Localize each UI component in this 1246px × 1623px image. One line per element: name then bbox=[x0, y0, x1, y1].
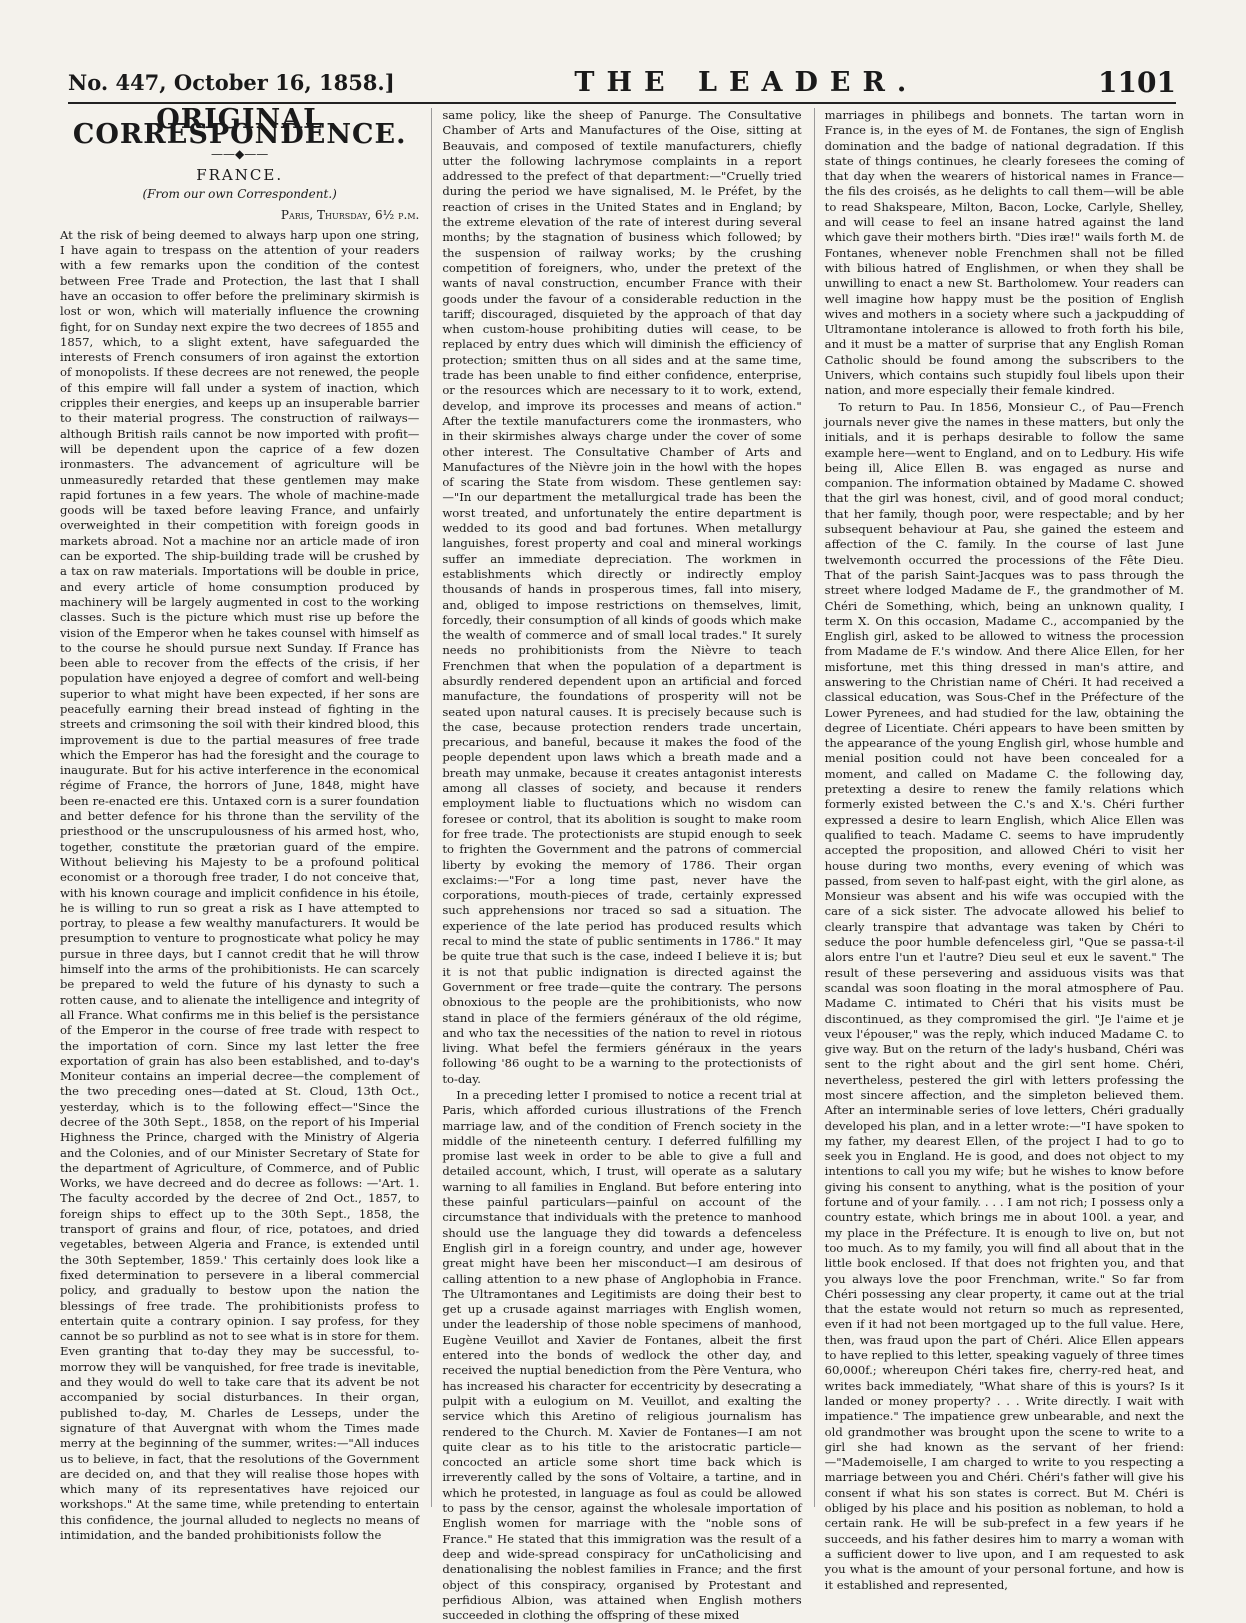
section-subhead: FRANCE. bbox=[196, 165, 284, 184]
masthead-title: THE LEADER. bbox=[574, 66, 919, 98]
column-1 bbox=[60, 104, 420, 1543]
paragraph: To return to Pau. In 1856, Monsieur C., of Pau—French journals never give the names in these matters, but only the initials, and it is perhaps desirable to follow the same example here—went to England, and on to Ledbury. His wife being ill, Alice Ellen B. was engaged as nurse and companion. The information obtained by Madame C. showed that the girl was honest, civil, and of good moral conduct; that her family, though poor, were respectable; and by her subsequent behaviour at Pau, she gained the esteem and affection of the C. family. In the course of last June twelvemonth occurred the processions of the Fête Dieu. That of the parish Saint-Jacques was to pass through the street where lodged Madame de F., the grandmother of M. Chéri de Something, which, being an unknown quality, I term X. On this occasion, Madame C., accompanied by the English girl, asked to be allowed to witness the procession from Madame de F.'s window. And there Alice Ellen, for her misfortune, met this thing dressed in man's attire, and answering to the Christian name of Chéri. It had received a classical education, was Sous-Chef in the Préfecture of the Lower Pyrenees, and had studied for the law, obtaining the degree of Licentiate. Chéri appears to have been smitten by the appearance of the young English girl, whose humble and menial position could not have been concealed for a moment, and called on Madame C. the following day, pretexting a desire to renew the family relations which formerly existed between the C.'s and X.'s. Chéri further expressed a desire to learn English, which Alice Ellen was qualified to teach. Madame C. seems to have imprudently accepted the proposition, and allowed Chéri to visit her house during two months, every evening of which was passed, from seven to half-past eight, with the girl alone, as Monsieur was absent and his wife was occupied with the care of a sick sister. The advocate allowed his belief to clearly transpire that advantage was taken by Chéri to seduce the poor humble defenceless girl, "Que se passa-t-il alors entre l'un et l'autre? Dieu seul et eux le savent." The result of these persevering and assiduous visits was that scandal was soon floating in the moral atmosphere of Pau. Madame C. intimated to Chéri that his visits must be discontinued, as they compromised the girl. "Je l'aime et je veux l'épouser," was the reply, which induced Madame C. to give way. But on the return of the lady's husband, Chéri was sent to the right about and the girl sent home. Chéri, nevertheless, pestered the girl with letters professing the most sincere affection, and the simpleton believed them. After an interminable series of love letters, Chéri gradually developed his plan, and in a letter wrote:—"I have spoken to my father, my dearest Ellen, of the project I had to go to seek you in England. He is good, and does not object to my intentions to call you my wife; but he wishes to know before giving his consent to anything, what is the position of your fortune and of your family. . . . I am not rich; I possess only a country estate, which brings me in about 100l. a year, and my place in the Préfecture. It is enough to live on, but not too much. As to my family, you will find all about that in the little book enclosed. If that does not frighten you, and that you always love the poor Frenchman, write." So far from Chéri possessing any clear property, it came out at the trial that the estate would not return so much as represented, even if it had not been mortgaged up to the full value. Here, then, was fraud upon the part of Chéri. Alice Ellen appears to have replied to this letter, speaking vaguely of three times 60,000f.; whereupon Chéri takes fire, cherry-red heat, and writes back immediately, "What share of this is yours? Is it landed or money property? . . . Write directly. I wait with impatience." The impatience grew unbearable, and next the old grandmother was brought upon the scene to write to a girl she had known as the servant of her friend:—"Mademoiselle, I am charged to write to you respecting a marriage between you and Chéri. Chéri's father will give his consent if what his son states is correct. But M. Chéri is obliged by his place and his position as nobleman, to hold a certain rank. He will be sub-prefect in a few years if he succeeds, and his father desires him to marry a woman with a sufficient dower to live upon, and I am requested to ask you what is the amount of your personal fortune, and how is it established and represented, bbox=[824, 399, 1184, 1592]
byline: (From our own Correspondent.) bbox=[142, 187, 337, 202]
paragraph: At the risk of being deemed to always harp upon one string, I have again to trespass on the attention of your readers with a few remarks upon the condition of the contest between Free Trade and Protection, the last that I shall have an occasion to offer before the preliminary skirmish is lost or won, which will materially influence the crowning fight, for on Sunday next expire the two decrees of 1855 and 1857, which, to a slight extent, have safeguarded the interests of French consumers of iron against the extortion of monopolists. If these decrees are not renewed, the people of this empire will fall under a system of inaction, which cripples their energies, and keeps up an insuperable barrier to their material progress. The construction of railways—although British rails cannot be now imported with profit—will be dependent upon the caprice of a few dozen ironmasters. The advancement of agriculture will be unmeasuredly retarded that these gentlemen may make rapid fortunes in a few years. The whole of machine-made goods will be taxed before leaving France, and unfairly overweighted in their competition with foreign goods in markets abroad. Not a machine nor an article made of iron can be exported. The ship-building trade will be crushed by a tax on raw materials. Importations will be double in price, and every article of home consumption produced by machinery will be largely augmented in cost to the working classes. Such is the picture which must rise up before the vision of the Emperor when he takes counsel with himself as to the course he should pursue next Sunday. If France has been able to recover from the effects of the crisis, if her population have enjoyed a degree of comfort and well-being superior to what might have been expected, if her sons are peacefully earning their bread instead of fighting in the streets and crimsoning the soil with their kindred blood, this improvement is due to the partial measures of free trade which the Emperor has had the foresight and the courage to inaugurate. But for his active interference in the economical régime of France, the horrors of June, 1848, might have been re-enacted ere this. Untaxed corn is a surer foundation and better defence for his throne than the servility of the priesthood or the unscrupulousness of his armed host, who, together, constitute the prætorian guard of the empire. Without believing his Majesty to be a profound political economist or a thorough free trader, I do not conceive that, with his known courage and implicit confidence in his étoile, he is willing to run so great a risk as I have attempted to portray, to please a few wealthy manufacturers. It would be presumption to venture to prognosticate what policy he may pursue in three days, but I cannot credit that he will throw himself into the arms of the prohibitionists. He can scarcely be prepared to weld the future of his dynasty to such a rotten cause, and to alienate the intelligence and integrity of all France. What confirms me in this belief is the persistance of the Emperor in the course of free trade with respect to the importation of corn. Since my last letter the free exportation of grain has also been established, and to-day's Moniteur contains an imperial decree—the complement of the two preceding ones—dated at St. Cloud, 13th Oct., yesterday, which is to the following effect—"Since the decree of the 30th Sept., 1858, on the report of his Imperial Highness the Prince, charged with the Ministry of Algeria and the Colonies, and of our Minister Secretary of State for the department of Agriculture, of Commerce, and of Public Works, we have decreed and do decree as follows: —'Art. 1. The faculty accorded by the decree of 2nd Oct., 1857, to foreign ships to effect up to the 30th Sept., 1858, the transport of grains and flour, of rice, potatoes, and dried vegetables, between Algeria and France, is extended until the 30th September, 1859.' This certainly does look like a fixed determination to persevere in a liberal commercial policy, and gradually to bestow upon the nation the blessings of free trade. The prohibitionists profess to entertain quite a contrary opinion. I say profess, for they cannot be so purblind as not to see what is in store for them. Even granting that to-day they may be successful, to-morrow they will be vanquished, for free trade is inevitable, and they would do well to take care that its advent be not accompanied by social disturbances. In their organ, published to-day, M. Charles de Lesseps, under the signature of that Auvergnat with whom the Times made merry at the beginning of the summer, writes:—"All induces us to believe, in fact, that the resolutions of the Government are decided on, and that they will realise those hopes with which many of its representatives have rejoiced our workshops." At the same time, while pretending to entertain this confidence, the journal alluded to neglects no means of intimidation, and the banded prohibitionists follow the bbox=[60, 227, 420, 1543]
dateline: Paris, Thursday, 6½ p.m. bbox=[280, 208, 420, 223]
page-number: 1101 bbox=[1098, 65, 1176, 99]
divider-ornament: ——◆—— bbox=[211, 146, 269, 161]
article-columns bbox=[60, 104, 1184, 1623]
issue-number: No. 447, October 16, 1858.] bbox=[68, 69, 395, 95]
column-2 bbox=[431, 108, 802, 1623]
page-header bbox=[68, 62, 1176, 104]
paragraph: same policy, like the sheep of Panurge. The Consultative Chamber of Arts and Manufactures of the Oise, sitting at Beauvais, and composed of textile manufacturers, chiefly utter the following lachrymose complaints in a report addressed to the prefect of that department:—"Cruelly tried during the period we have signalised, M. le Préfet, by the reaction of crises in the United States and in England; by the extreme elevation of the rate of interest during several months; by the stagnation of business which followed; by the suspension of railway works; by the crushing competition of foreigners, who, under the pretext of the wants of naval construction, encumber France with their goods under the favour of a considerable reduction in the tariff; discouraged, disquieted by the approach of that day when custom-house prohibiting duties will cease, to be replaced by entry dues which will diminish the efficiency of protection; smitten thus on all sides and at the same time, trade has been unable to find either confidence, enterprise, or the resources which are necessary to it to work, extend, develop, and improve its processes and means of action." After the textile manufacturers come the ironmasters, who in their skirmishes always charge under the cover of some other interest. The Consultative Chamber of Arts and Manufactures of the Nièvre join in the howl with the hopes of scaring the State from wisdom. These gentlemen say:—"In our department the metallurgical trade has been the worst treated, and unfortunately the entire department is wedded to its good and bad fortunes. When metallurgy languishes, forest property and coal and mineral workings suffer an immediate depreciation. The workmen in establishments which directly or indirectly employ thousands of hands in prosperous times, fall into misery, and, obliged to impose restrictions on themselves, limit, forcedly, their consumption of all kinds of goods which make the wealth of commerce and of small local trades." It surely needs no prohibitionists from the Nièvre to teach Frenchmen that when the population of a department is absurdly rendered dependent upon an artificial and forced manufacture, the foundations of prosperity will not be seated upon natural causes. It is precisely because such is the case, because protection renders trade uncertain, precarious, and baneful, because it makes the food of the people dependent upon laws which a breath made and a breath may unmake, because it creates antagonist interests among all classes of society, and because it renders employment liable to fluctuations which no wisdom can foresee or control, that its abolition is sought to make room for free trade. The protectionists are stupid enough to seek to frighten the Government and the patrons of commercial liberty by evoking the memory of 1786. Their organ exclaims:—"For a long time past, never have the corporations, mouth-pieces of trade, certainly expressed such apprehensions nor traced so sad a situation. The experience of the late period has produced results which recal to mind the state of public sentiments in 1786." It may be quite true that such is the case, indeed I believe it is; but it is not that public indignation is directed against the Government or free trade—quite the contrary. The persons obnoxious to the people are the prohibitionists, who now stand in place of the fermiers généraux of the old régime, and who tax the necessities of the nation to revel in riotous living. What befel the fermiers généraux in the years following '86 ought to be a warning to the protectionists of to-day. bbox=[442, 108, 802, 1086]
column-3 bbox=[814, 108, 1184, 1592]
section-title: ORIGINAL CORRESPONDENCE. bbox=[72, 104, 407, 151]
paragraph: marriages in philibegs and bonnets. The tartan worn in France is, in the eyes of M. de Fontanes, the sign of English domination and the badge of national degradation. If this state of things continues, he clearly foresees the coming of that day when the wearers of historical names in France—the fils des croisés, as he delights to call them—will be able to read Shakspeare, Milton, Bacon, Locke, Carlyle, Shelley, and will cease to feel an insane hatred against the land which gave their mothers birth. "Dies iræ!" wails forth M. de Fontanes, whenever noble Frenchmen shall not be filled with bilious hatred of Englishmen, or when they shall be unwilling to enact a new St. Bartholomew. Your readers can well imagine how happy must be the position of English wives and mothers in a society where such a jackpudding of Ultramontane intolerance is allowed to froth forth his bile, and it must be a matter of surprise that any English Roman Catholic should be found among the subscribers to the Univers, which contains such stupidly foul libels upon their nation, and more especially their female kindred. bbox=[824, 108, 1184, 398]
paragraph: In a preceding letter I promised to notice a recent trial at Paris, which afforded curious illustrations of the French marriage law, and of the condition of French society in the middle of the nineteenth century. I deferred fulfilling my promise last week in order to be able to give a full and detailed account, which, I trust, will operate as a salutary warning to all families in England. But before entering into these painful particulars—painful on account of the circumstance that individuals with the pretence to manhood should use the language they did towards a defenceless English girl in a foreign country, and under age, however great might have been her misconduct—I am desirous of calling attention to a new phase of Anglophobia in France. The Ultramontanes and Legitimists are doing their best to get up a crusade against marriages with English women, under the leadership of those noble specimens of manhood, Eugène Veuillot and Xavier de Fontanes, albeit the first entered into the bonds of wedlock the other day, and received the nuptial benediction from the Père Ventura, who has increased his character for eccentricity by desecrating a pulpit with a eulogium on M. Veuillot, and exalting the service which this Aretino of religious journalism has rendered to the Church. M. Xavier de Fontanes—I am not quite clear as to his title to the aristocratic particle—concocted an article some short time back which is irreverently called by the sons of Voltaire, a tartine, and in which he protested, in language as foul as could be allowed to pass by the censor, against the wholesale importation of English women for marriage with the "noble sons of France." He stated that this immigration was the result of a deep and wide-spread conspiracy for unCatholicising and denationalising the noblest families in France; and the first object of this conspiracy, organised by Protestant and perfidious Albion, was attained when English mothers succeeded in clothing the offspring of these mixed bbox=[442, 1088, 802, 1623]
